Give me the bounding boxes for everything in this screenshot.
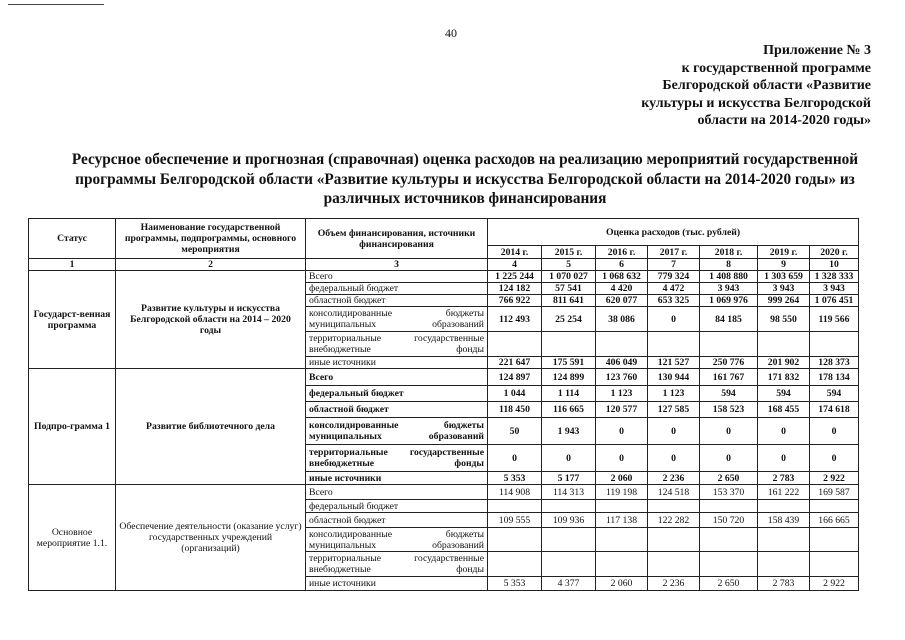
value-cell: 653 325 <box>648 295 700 307</box>
value-cell: 112 493 <box>488 307 542 332</box>
value-cell <box>596 552 648 577</box>
value-cell: 1 069 976 <box>700 295 758 307</box>
value-cell: 0 <box>648 307 700 332</box>
value-cell <box>542 500 596 513</box>
value-cell: 158 523 <box>700 402 758 418</box>
value-cell: 1 076 451 <box>810 295 859 307</box>
header-year: 2014 г. <box>488 246 542 259</box>
column-number: 4 <box>488 259 542 271</box>
page-number: 40 <box>445 26 457 40</box>
value-cell <box>700 528 758 552</box>
value-cell <box>648 552 700 577</box>
header-year: 2018 г. <box>700 246 758 259</box>
value-cell: 0 <box>488 445 542 472</box>
value-cell <box>488 332 542 357</box>
value-cell: 0 <box>700 445 758 472</box>
value-cell: 594 <box>758 386 810 402</box>
appendix-line: культуры и искусства Белгородской <box>641 95 871 111</box>
value-cell: 0 <box>648 418 700 445</box>
source-label: консолидированные бюджеты муниципальных образований <box>306 528 488 552</box>
value-cell <box>542 552 596 577</box>
value-cell: 2 783 <box>758 577 810 591</box>
value-cell: 0 <box>758 445 810 472</box>
value-cell: 201 902 <box>758 357 810 369</box>
source-label: областной бюджет <box>306 402 488 418</box>
source-label: консолидированные бюджеты муниципальных образований <box>306 418 488 445</box>
value-cell: 3 943 <box>700 283 758 295</box>
column-number: 7 <box>648 259 700 271</box>
value-cell <box>488 552 542 577</box>
value-cell: 5 353 <box>488 577 542 591</box>
value-cell: 1 328 333 <box>810 271 859 283</box>
value-cell: 1 123 <box>596 386 648 402</box>
source-label: иные источники <box>306 357 488 369</box>
value-cell: 1 070 027 <box>542 271 596 283</box>
source-label: Всего <box>306 271 488 283</box>
header-estimate: Оценка расходов (тыс. рублей) <box>488 219 859 246</box>
value-cell: 1 044 <box>488 386 542 402</box>
value-cell: 114 313 <box>542 485 596 500</box>
value-cell: 25 254 <box>542 307 596 332</box>
value-cell: 119 566 <box>810 307 859 332</box>
value-cell: 2 922 <box>810 577 859 591</box>
value-cell <box>758 500 810 513</box>
value-cell: 114 908 <box>488 485 542 500</box>
value-cell: 124 518 <box>648 485 700 500</box>
funding-table <box>28 218 859 591</box>
value-cell: 1 123 <box>648 386 700 402</box>
value-cell <box>700 332 758 357</box>
value-cell: 811 641 <box>542 295 596 307</box>
header-name: Наименование государственной программы, подпрограммы, основного мероприятия <box>116 219 306 259</box>
value-cell: 4 377 <box>542 577 596 591</box>
value-cell: 161 767 <box>700 369 758 386</box>
value-cell: 120 577 <box>596 402 648 418</box>
value-cell <box>700 500 758 513</box>
value-cell: 84 185 <box>700 307 758 332</box>
value-cell: 123 760 <box>596 369 648 386</box>
value-cell: 2 236 <box>648 577 700 591</box>
column-number: 5 <box>542 259 596 271</box>
value-cell: 2 060 <box>596 577 648 591</box>
header-status: Статус <box>29 219 116 259</box>
value-cell <box>810 552 859 577</box>
value-cell: 2 650 <box>700 577 758 591</box>
value-cell: 779 324 <box>648 271 700 283</box>
value-cell: 124 899 <box>542 369 596 386</box>
source-label: иные источники <box>306 577 488 591</box>
source-label: территориальные государственные внебюджетные фонды <box>306 552 488 577</box>
value-cell: 594 <box>810 386 859 402</box>
value-cell: 0 <box>700 418 758 445</box>
value-cell: 150 720 <box>700 513 758 528</box>
source-label: иные источники <box>306 472 488 485</box>
value-cell: 1 114 <box>542 386 596 402</box>
source-label: федеральный бюджет <box>306 283 488 295</box>
value-cell: 0 <box>596 445 648 472</box>
header-year: 2016 г. <box>596 246 648 259</box>
value-cell <box>810 332 859 357</box>
header-year: 2019 г. <box>758 246 810 259</box>
value-cell: 5 353 <box>488 472 542 485</box>
value-cell: 117 138 <box>596 513 648 528</box>
value-cell: 166 665 <box>810 513 859 528</box>
value-cell: 109 555 <box>488 513 542 528</box>
value-cell: 2 650 <box>700 472 758 485</box>
top-rule <box>8 4 104 5</box>
header-year: 2020 г. <box>810 246 859 259</box>
appendix-line: Белгородской области «Развитие <box>662 78 871 93</box>
value-cell: 98 550 <box>758 307 810 332</box>
value-cell: 620 077 <box>596 295 648 307</box>
value-cell: 124 182 <box>488 283 542 295</box>
value-cell: 1 408 880 <box>700 271 758 283</box>
appendix-heading <box>571 42 871 130</box>
column-number: 1 <box>29 259 116 271</box>
column-number: 9 <box>758 259 810 271</box>
value-cell: 153 370 <box>700 485 758 500</box>
row-status: Подпро-грамма 1 <box>29 369 116 485</box>
value-cell <box>596 332 648 357</box>
value-cell: 118 450 <box>488 402 542 418</box>
value-cell <box>648 528 700 552</box>
value-cell <box>758 332 810 357</box>
value-cell: 124 897 <box>488 369 542 386</box>
source-label: федеральный бюджет <box>306 500 488 513</box>
value-cell <box>488 528 542 552</box>
column-number: 2 <box>116 259 306 271</box>
value-cell: 999 264 <box>758 295 810 307</box>
value-cell: 250 776 <box>700 357 758 369</box>
value-cell: 122 282 <box>648 513 700 528</box>
value-cell <box>596 528 648 552</box>
value-cell: 109 936 <box>542 513 596 528</box>
value-cell <box>810 500 859 513</box>
appendix-line: к государственной программе <box>681 60 871 76</box>
column-number: 8 <box>700 259 758 271</box>
header-source: Объем финансирования, источники финансирования <box>306 219 488 259</box>
value-cell: 161 222 <box>758 485 810 500</box>
row-program-name: Развитие библиотечного дела <box>116 369 306 485</box>
value-cell: 221 647 <box>488 357 542 369</box>
source-label: Всего <box>306 485 488 500</box>
value-cell: 127 585 <box>648 402 700 418</box>
header-year: 2015 г. <box>542 246 596 259</box>
source-label: территориальные государственные внебюджетные фонды <box>306 445 488 472</box>
source-label: Всего <box>306 369 488 386</box>
row-status: Государст-венная программа <box>29 271 116 369</box>
value-cell: 406 049 <box>596 357 648 369</box>
value-cell: 0 <box>542 445 596 472</box>
title-line: различных источников финансирования <box>323 190 607 207</box>
value-cell: 171 832 <box>758 369 810 386</box>
value-cell: 766 922 <box>488 295 542 307</box>
value-cell: 0 <box>810 445 859 472</box>
row-program-name: Обеспечение деятельности (оказание услуг) государственных учреждений (организаций) <box>116 485 306 591</box>
value-cell <box>542 332 596 357</box>
value-cell: 57 541 <box>542 283 596 295</box>
column-number: 6 <box>596 259 648 271</box>
column-number: 3 <box>306 259 488 271</box>
value-cell <box>542 528 596 552</box>
value-cell: 2 060 <box>596 472 648 485</box>
value-cell: 38 086 <box>596 307 648 332</box>
value-cell: 0 <box>810 418 859 445</box>
value-cell <box>758 552 810 577</box>
value-cell: 169 587 <box>810 485 859 500</box>
value-cell: 158 439 <box>758 513 810 528</box>
value-cell: 0 <box>758 418 810 445</box>
value-cell: 1 943 <box>542 418 596 445</box>
value-cell: 116 665 <box>542 402 596 418</box>
value-cell <box>488 500 542 513</box>
value-cell: 1 225 244 <box>488 271 542 283</box>
title-line: Ресурсное обеспечение и прогнозная (справочная) оценка расходов на реализацию мероприятий государственной <box>71 151 859 168</box>
header-year: 2017 г. <box>648 246 700 259</box>
value-cell <box>648 500 700 513</box>
value-cell: 2 236 <box>648 472 700 485</box>
value-cell: 2 922 <box>810 472 859 485</box>
source-label: федеральный бюджет <box>306 386 488 402</box>
title-line: программы Белгородской области «Развитие культуры и искусства Белгородской области на 2014-2020 годы» из <box>75 170 855 188</box>
value-cell: 594 <box>700 386 758 402</box>
column-number: 10 <box>810 259 859 271</box>
value-cell: 3 943 <box>810 283 859 295</box>
value-cell <box>648 332 700 357</box>
value-cell <box>758 528 810 552</box>
value-cell: 119 198 <box>596 485 648 500</box>
value-cell: 3 943 <box>758 283 810 295</box>
appendix-line: Приложение № 3 <box>763 43 871 58</box>
value-cell: 4 472 <box>648 283 700 295</box>
value-cell: 1 068 632 <box>596 271 648 283</box>
value-cell: 5 177 <box>542 472 596 485</box>
value-cell: 2 783 <box>758 472 810 485</box>
value-cell: 168 455 <box>758 402 810 418</box>
value-cell: 1 303 659 <box>758 271 810 283</box>
row-program-name: Развитие культуры и искусства Белгородской области на 2014 – 2020 годы <box>116 271 306 369</box>
value-cell <box>700 552 758 577</box>
value-cell: 0 <box>596 418 648 445</box>
value-cell: 128 373 <box>810 357 859 369</box>
value-cell: 175 591 <box>542 357 596 369</box>
value-cell <box>596 500 648 513</box>
value-cell: 50 <box>488 418 542 445</box>
value-cell: 178 134 <box>810 369 859 386</box>
appendix-line: области на 2014-2020 годы» <box>697 113 871 128</box>
value-cell: 121 527 <box>648 357 700 369</box>
document-title <box>40 150 890 209</box>
source-label: территориальные государственные внебюджетные фонды <box>306 332 488 357</box>
value-cell: 0 <box>648 445 700 472</box>
row-status: Основное мероприятие 1.1. <box>29 485 116 591</box>
value-cell: 130 944 <box>648 369 700 386</box>
source-label: консолидированные бюджеты муниципальных образований <box>306 307 488 332</box>
value-cell: 4 420 <box>596 283 648 295</box>
source-label: областной бюджет <box>306 295 488 307</box>
value-cell: 174 618 <box>810 402 859 418</box>
value-cell <box>810 528 859 552</box>
source-label: областной бюджет <box>306 513 488 528</box>
